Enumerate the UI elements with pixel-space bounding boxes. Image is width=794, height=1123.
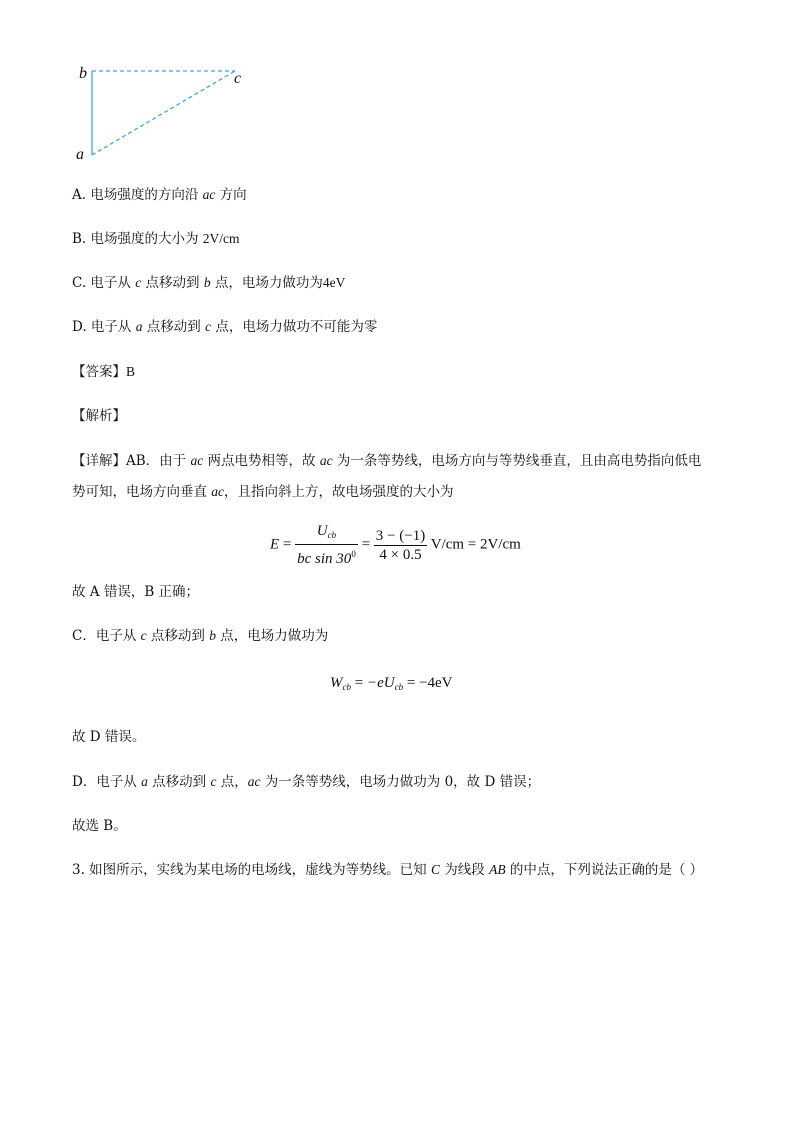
- formula-rhs: = −4eV: [406, 675, 453, 691]
- var-c-upper: C: [430, 862, 440, 877]
- formula-u-sub: cb: [327, 530, 337, 540]
- var-c: c: [140, 628, 147, 643]
- detail-text: 为一条等势线，电场方向与等势线垂直，且由高电势指向低电: [332, 453, 702, 469]
- detail-line-2: [72, 483, 454, 501]
- final-answer: 故选 B。: [72, 818, 127, 834]
- formula-eq: =: [282, 536, 292, 553]
- analysis-label: 【解析】: [72, 408, 126, 424]
- option-b-value: 2V/cm: [202, 231, 240, 246]
- formula-unit: V/cm = 2V/cm: [430, 536, 521, 553]
- formula-w: W: [330, 675, 343, 691]
- d-text: 为一条等势线，电场力做功为 0，故 D 错误；: [260, 774, 541, 790]
- option-c-value: 4eV: [322, 275, 346, 290]
- option-c: [72, 274, 345, 292]
- edge-ac: [92, 71, 235, 155]
- formula-eq: =: [361, 536, 371, 553]
- option-c-mid1: 点移动到: [141, 275, 204, 291]
- d-text: D．电子从: [72, 774, 142, 790]
- option-c-mid2: 点，电场力做功为: [210, 275, 323, 291]
- detail-text: AB．由于: [126, 453, 191, 469]
- q3-text: 3. 如图所示，实线为某电场的电场线，虚线为等势线。已知: [72, 862, 431, 878]
- var-b: b: [209, 628, 216, 643]
- formula-minus-e: −e: [366, 675, 384, 691]
- d-explanation: [72, 773, 540, 791]
- formula-den: bc sin 30: [297, 551, 352, 567]
- formula-eq: =: [354, 675, 364, 691]
- formula-num2: 3 − (−1): [375, 527, 426, 544]
- option-c-v1: c: [135, 275, 142, 290]
- var-ac: ac: [211, 484, 225, 499]
- formula-u: U: [383, 675, 395, 691]
- label-a: a: [76, 146, 84, 163]
- conclusion-1: 故 A 错误，B 正确；: [72, 584, 200, 600]
- triangle-figure: [70, 58, 260, 168]
- detail-text: 势可知，电场方向垂直: [72, 484, 212, 500]
- c-explanation: [72, 627, 328, 645]
- label-b: b: [79, 65, 87, 82]
- formula-work: [330, 675, 453, 692]
- formula-w-sub: cb: [342, 682, 351, 692]
- d-text: 点移动到: [147, 774, 211, 790]
- option-a: [72, 186, 247, 204]
- option-d-prefix: D. 电子从: [72, 319, 136, 335]
- var-ab: AB: [489, 862, 506, 877]
- option-a-prefix: A. 电场强度的方向沿: [72, 187, 203, 203]
- formula-fraction-1: [295, 522, 358, 568]
- option-c-prefix: C. 电子从: [72, 275, 136, 291]
- formula-fraction-2: [374, 527, 427, 564]
- option-d: [72, 318, 377, 336]
- var-c: c: [210, 774, 217, 789]
- option-d-v1: a: [135, 319, 143, 334]
- formula-field-strength: [270, 522, 521, 568]
- option-a-suffix: 方向: [215, 187, 247, 203]
- answer-value: B: [126, 364, 136, 379]
- detail-text: 两点电势相等，故: [203, 453, 320, 469]
- label-c: c: [234, 70, 242, 87]
- formula-e: E: [270, 536, 280, 553]
- option-c-v2: b: [203, 275, 211, 290]
- formula-u: U: [316, 523, 328, 539]
- detail-label: 【详解】: [72, 453, 126, 469]
- var-ac: ac: [247, 774, 261, 789]
- formula-degree: 0: [351, 549, 356, 559]
- c-text: 点，电场力做功为: [215, 628, 329, 644]
- answer-line: [72, 363, 135, 381]
- question-3: [72, 861, 703, 879]
- var-ac: ac: [190, 453, 204, 468]
- detail-text: ，且指向斜上方，故电场强度的大小为: [224, 484, 454, 500]
- detail-line-1: [72, 452, 701, 470]
- option-b-prefix: B. 电场强度的大小为: [72, 231, 203, 247]
- option-d-v2: c: [205, 319, 212, 334]
- option-d-suffix: 点，电场力做功不可能为零: [211, 319, 378, 335]
- option-a-var: ac: [202, 187, 216, 202]
- option-b: [72, 230, 240, 248]
- formula-den2: 4 × 0.5: [379, 546, 422, 563]
- q3-text: 的中点，下列说法正确的是（ ）: [505, 862, 704, 878]
- var-a: a: [141, 774, 148, 789]
- var-ac: ac: [319, 453, 333, 468]
- answer-label: 【答案】: [72, 364, 126, 380]
- formula-u-sub: cb: [394, 682, 404, 692]
- conclusion-2: 故 D 错误。: [72, 729, 146, 745]
- d-text: 点，: [216, 774, 248, 790]
- c-text: 点移动到: [146, 628, 210, 644]
- option-d-mid1: 点移动到: [142, 319, 206, 335]
- q3-text: 为线段: [439, 862, 490, 878]
- c-text: C．电子从: [72, 628, 141, 644]
